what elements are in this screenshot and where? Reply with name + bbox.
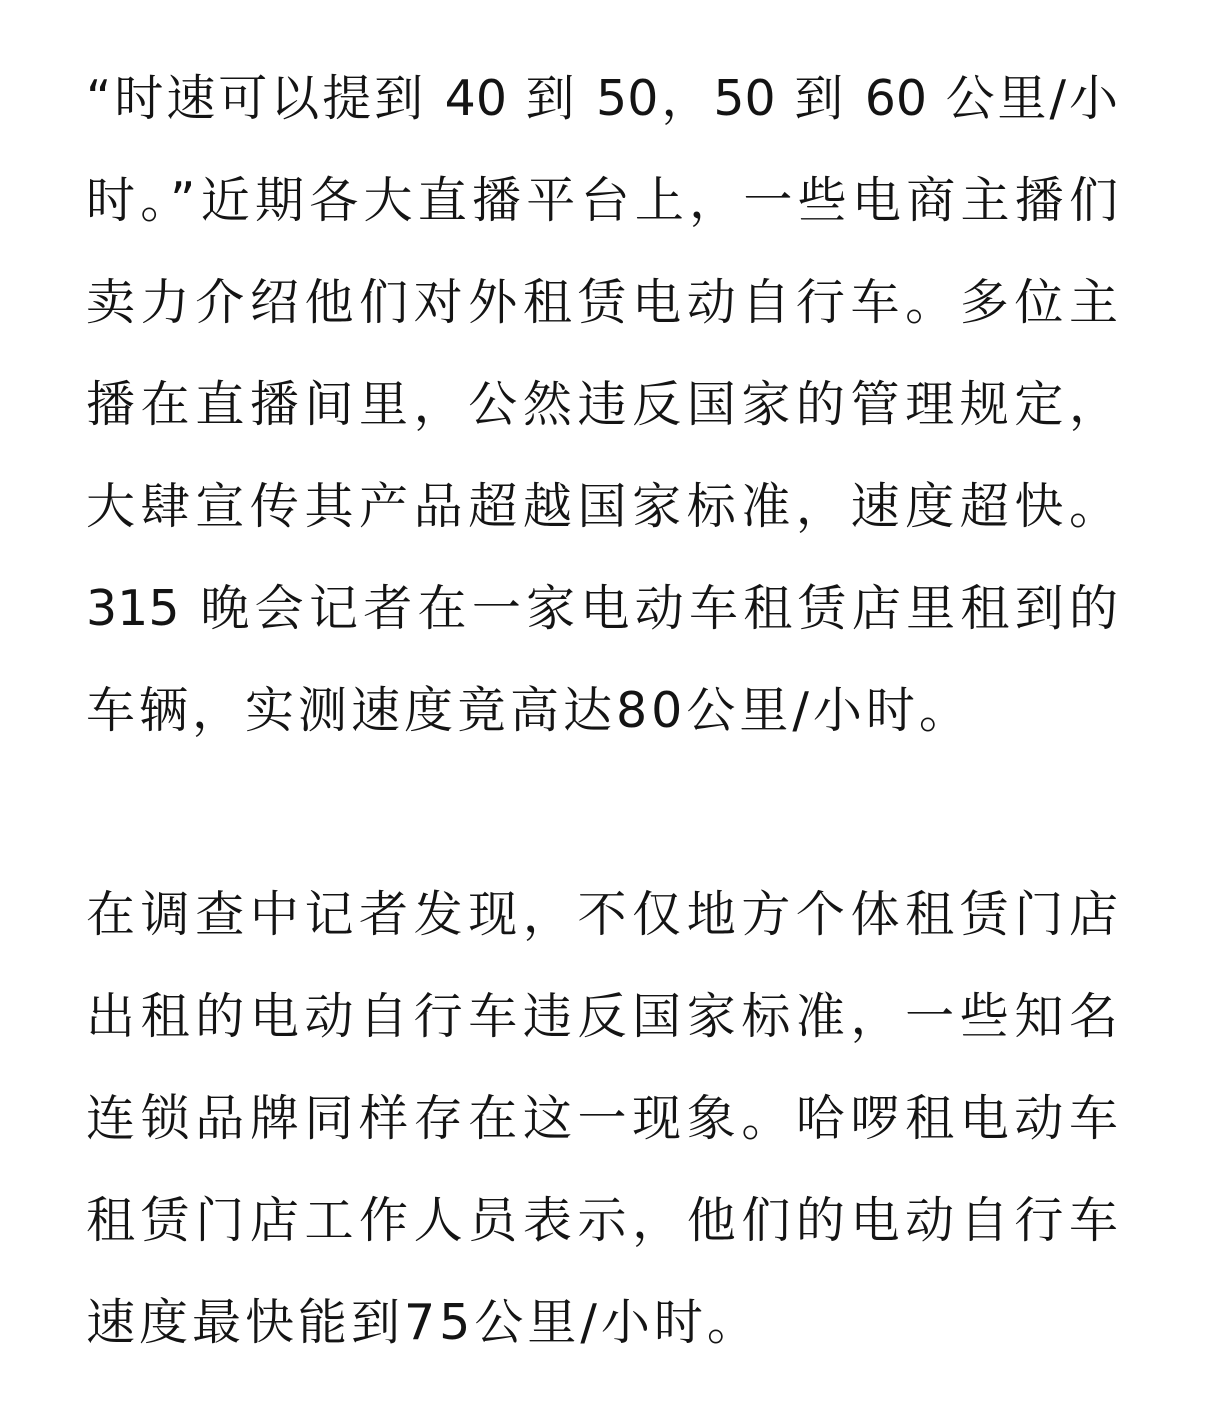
text-line: 315 晚会记者在一家电动车租赁店里租到的 (86, 580, 1118, 637)
text-line: 卖力介绍他们对外租赁电动自行车。多位主 (86, 274, 1118, 331)
text-line: 连锁品牌同样存在这一现象。哈啰租电动车 (86, 1090, 1118, 1147)
text-line: 出租的电动自行车违反国家标准，一些知名 (86, 988, 1118, 1045)
text-line: 大肆宣传其产品超越国家标准，速度超快。 (86, 478, 1118, 535)
paragraph-2 (86, 864, 1118, 1374)
text-line: 租赁门店工作人员表示，他们的电动自行车 (86, 1192, 1118, 1249)
text-line: 速度最快能到75公里/小时。 (86, 1294, 760, 1351)
text-line: 播在直播间里，公然违反国家的管理规定， (86, 376, 1118, 433)
text-line: 时。”近期各大直播平台上，一些电商主播们 (86, 172, 1118, 229)
text-line: 车辆，实测速度竟高达80公里/小时。 (86, 682, 972, 739)
article-body (86, 48, 1118, 1374)
paragraph-1 (86, 48, 1118, 762)
text-line: 在调查中记者发现，不仅地方个体租赁门店 (86, 886, 1118, 943)
text-line: “时速可以提到 40 到 50，50 到 60 公里/小 (86, 70, 1118, 127)
